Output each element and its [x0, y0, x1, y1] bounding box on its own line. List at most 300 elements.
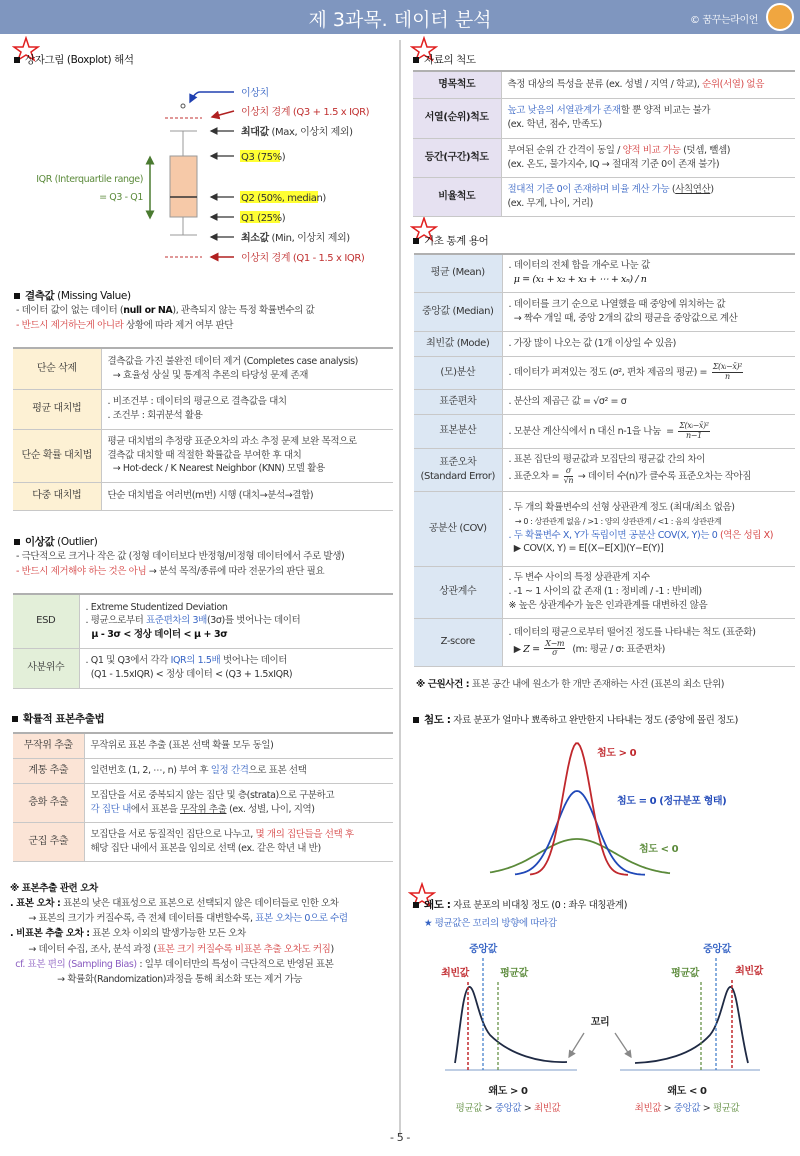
text-line	[509, 395, 790, 409]
text-line	[91, 789, 388, 803]
skewness-diagram	[400, 930, 800, 1100]
heading-text: 첨도 :	[424, 714, 451, 726]
page-header	[0, 0, 800, 34]
text-segment: 몇 개의 집단들을 선택 후	[255, 828, 354, 840]
text-line	[108, 395, 388, 409]
text-segment: . 데이터의 전체 합을 개수로 나눈 값	[508, 260, 650, 272]
row-label: 단순 확률 대치법	[13, 429, 101, 482]
text-segment: . Q1 및 Q3에서 각각	[85, 655, 171, 667]
fraction-formula	[544, 640, 565, 659]
table-row	[13, 348, 393, 389]
text-line	[509, 298, 790, 312]
text-segment: 무작위로 표본 추출 (표본 선택 확률 모두 동일)	[90, 739, 274, 751]
text-line	[10, 972, 348, 987]
text-line	[509, 571, 790, 585]
table-row	[414, 254, 795, 292]
row-content	[501, 71, 795, 98]
numerator: Σ(xᵢ−x̄)²	[712, 362, 742, 372]
table-row	[13, 389, 393, 429]
kurtosis-zero-label: 첨도 = 0 (정규분포 형태)	[617, 796, 727, 807]
text-segment: (ex. 온도, 물가지수, IQ → 절대적 기준 0이 존재 불가)	[507, 158, 720, 170]
text-line	[16, 303, 314, 318]
text-segment: 양적 비교 가능	[622, 144, 681, 156]
text-line	[16, 564, 344, 579]
text-segment: 절대적 기준 0이 존재하며 비율 계산 가능	[507, 183, 670, 195]
row-label: 중앙값 (Median)	[414, 292, 502, 331]
text-line	[108, 355, 388, 369]
fraction-formula	[712, 363, 743, 382]
lion-logo-icon	[766, 3, 794, 31]
text-segment: ※ 높은 상관계수가 높은 인과관계를 대변하진 않음	[508, 599, 708, 611]
root-event-label: ※ 근원사건 :	[416, 679, 470, 690]
text-line	[509, 453, 790, 467]
text-line	[450, 1101, 566, 1116]
text-line	[509, 585, 790, 599]
text-segment: (ex. 학년, 점수, 만족도)	[507, 119, 602, 130]
text-segment: 모집단을 서로 중복되지 않는 집단 및 층(strata)으로 구분하고	[90, 789, 335, 801]
upper-fence-label: 이상치 경계 (Q3 + 1.5 x IQR)	[241, 107, 370, 118]
basic-stats-table	[414, 253, 795, 667]
row-label: ESD	[13, 594, 79, 648]
text-segment: null or NA	[123, 305, 173, 316]
row-content	[84, 783, 393, 822]
row-content	[502, 491, 795, 566]
positive-skew-label: 왜도 > 0	[488, 1086, 528, 1097]
row-content	[502, 254, 795, 292]
row-label: 표준편차	[414, 389, 502, 414]
text-segment: >	[661, 1103, 674, 1114]
text-line	[16, 549, 344, 564]
outlier-label: 이상치	[241, 88, 269, 99]
table-row	[13, 733, 393, 758]
row-content	[501, 177, 795, 216]
row-content	[502, 356, 795, 389]
iqr-formula: = Q3 - Q1	[99, 192, 143, 203]
min-label: 최소값 (Min, 이상치 제외)	[241, 233, 350, 244]
text-segment: 으로 표본 선택	[248, 764, 307, 776]
text-segment: → 분석 목적/종류에 따라 전문가의 판단 필요	[146, 566, 325, 578]
text-segment: 모집단을 서로 동질적인 집단으로 나누고,	[90, 828, 256, 840]
row-label: 비율척도	[413, 177, 501, 216]
text-segment: >	[700, 1103, 713, 1114]
text-segment: 해당 집단 내에서 표본을 임의로 선택 (ex. 같은 학년 내 반)	[90, 842, 321, 854]
table-row	[413, 71, 795, 98]
iqr-label: IQR (Interquartile range)	[36, 174, 143, 185]
negative-skew-label: 왜도 < 0	[667, 1086, 707, 1097]
text-segment: 각 집단 내	[90, 803, 131, 815]
text-segment: 표본 크기 커질수록 비표본 추출 오차도 커짐	[156, 943, 331, 955]
text-segment: 중앙값	[673, 1103, 701, 1114]
positive-skew-curve	[455, 987, 567, 1063]
text-line	[509, 273, 790, 287]
table-row	[414, 414, 795, 448]
skewness-heading	[413, 897, 627, 912]
table-row	[13, 648, 393, 688]
text-segment: . 두 변수 사이의 특정 상관관계 지수	[508, 572, 650, 584]
row-content	[502, 292, 795, 331]
text-segment: 평균 대치법의 추정량 표준오차의 과소 추정 문제 보완 목적으로	[107, 435, 357, 447]
boxplot-heading	[14, 52, 134, 67]
text-segment: . 데이터를 크기 순으로 나열했을 때 중앙에 위치하는 값	[508, 298, 726, 310]
row-content	[84, 733, 393, 758]
text-segment: . 표본 오차 :	[10, 898, 61, 909]
text-segment: 높고 낮음의 서열관계가 존재	[507, 105, 621, 117]
row-content	[502, 414, 795, 448]
row-content	[84, 758, 393, 783]
lower-fence-label: 이상치 경계 (Q1 - 1.5 x IQR)	[241, 253, 365, 264]
text-segment: . 표본 집단의 평균값과 모집단의 평균값 간의 차이	[508, 454, 705, 466]
text-segment: 최빈값	[533, 1103, 561, 1114]
mode-label: 최빈값	[441, 968, 469, 979]
text-segment: >	[521, 1103, 534, 1114]
text-segment: 결측값을 가진 불완전 데이터 제거 (Completes case analysis)	[107, 355, 358, 367]
table-row	[13, 758, 393, 783]
text-segment: >	[482, 1103, 495, 1114]
text-line	[91, 842, 388, 856]
text-line	[10, 896, 348, 911]
text-segment: - 반드시 제거하는게 아니라	[16, 320, 124, 332]
text-segment: (덧셈, 뺄셈)	[680, 144, 731, 156]
row-label: 다중 대치법	[13, 482, 101, 510]
positive-skew-order	[450, 1101, 566, 1116]
text-line	[509, 467, 790, 486]
text-line	[91, 828, 388, 842]
q2-label: Q2 (50%, median)	[241, 193, 326, 204]
text-segment: ▶ COV(X, Y) = E[(X−E[X])(Y−E(Y)]	[508, 543, 664, 555]
heading-text: 기초 통계 용어	[424, 235, 489, 247]
heading-en: (Outlier)	[54, 536, 98, 548]
median-label: 중앙값	[703, 944, 731, 955]
table-row	[414, 491, 795, 566]
text-segment: 결측값 대치할 때 적절한 확률값을 부여한 후 대치	[107, 449, 302, 461]
text-line	[509, 515, 790, 529]
text-segment: (역은 성립 X)	[717, 529, 774, 541]
text-segment: . 조건부 : 회귀분석 활용	[107, 410, 203, 421]
missing-heading	[14, 288, 131, 303]
row-content	[101, 429, 393, 482]
basic-stats-heading	[413, 233, 488, 248]
table-row	[13, 429, 393, 482]
text-segment: )	[330, 943, 334, 955]
row-label: 군집 추출	[13, 822, 84, 861]
kurtosis-heading	[413, 712, 738, 727]
text-segment: . -1 ~ 1 사이의 값 존재 (1 : 정비례 / -1 : 반비례)	[508, 586, 702, 598]
text-line	[508, 104, 790, 118]
text-segment: μ = (x₁ + x₂ + x₃ + ⋯ + xₙ) / n	[508, 274, 647, 286]
heading-text: 확률적 표본추출법	[23, 713, 105, 725]
kurtosis-diagram	[400, 730, 800, 885]
sampling-table	[13, 732, 393, 862]
text-segment: 단순 대치법을 여러번(m번) 시행 (대치→분석→결합)	[107, 490, 314, 502]
table-row	[414, 448, 795, 491]
text-line	[508, 118, 790, 132]
denominator: √n	[563, 475, 574, 485]
table-row	[414, 389, 795, 414]
table-row	[414, 618, 795, 666]
heading-text: 상자그림 (Boxplot) 해석	[25, 54, 134, 66]
heading-text: 결측값	[25, 290, 55, 302]
text-line	[508, 197, 790, 211]
row-content	[502, 618, 795, 666]
negative-skew-order	[629, 1101, 745, 1116]
row-label: 사분위수	[13, 648, 79, 688]
text-segment: 최빈값	[634, 1103, 662, 1114]
text-line	[629, 1101, 745, 1116]
row-content	[502, 448, 795, 491]
denominator: n	[724, 372, 730, 381]
row-label: 상관계수	[414, 566, 502, 618]
row-label: 표본분산	[414, 414, 502, 448]
max-label: 최대값 (Max, 이상치 제외)	[241, 127, 353, 138]
text-segment: μ - 3σ < 정상 데이터 < μ + 3σ	[85, 629, 228, 641]
row-label: 최빈값 (Mode)	[414, 331, 502, 356]
root-event-text: 표본 공간 내에 원소가 한 개만 존재하는 사건 (표본의 최소 단위)	[469, 679, 725, 690]
text-segment: . 비조건부 : 데이터의 평균으로 결측값을 대치	[107, 396, 287, 408]
heading-text: 왜도 :	[424, 899, 451, 911]
errors-heading: ※ 표본추출 관련 오차	[10, 883, 98, 894]
table-row	[414, 566, 795, 618]
text-segment: 부여된 순위 간 간격이 동일 /	[507, 144, 623, 156]
text-line	[86, 668, 388, 682]
text-segment: 벗어나는 데이터	[220, 655, 288, 667]
text-line	[509, 501, 790, 515]
text-line	[10, 957, 348, 972]
outlier-point	[181, 104, 185, 108]
text-segment: → 0 : 상관관계 없음 / >1 : 양의 상관관계 / <1 : 음의 상관관계	[508, 516, 722, 526]
text-segment: (	[669, 183, 676, 195]
text-line	[108, 462, 388, 476]
row-label: 층화 추출	[13, 783, 84, 822]
mean-label: 평균값	[671, 968, 699, 979]
scale-heading	[413, 52, 476, 67]
text-segment: . 가장 많이 나오는 값 (1개 이상일 수 있음)	[508, 337, 676, 349]
tail-label: 꼬리	[590, 1017, 610, 1028]
text-segment: Z =	[523, 643, 543, 655]
text-segment: . 데이터가 퍼져있는 정도 (σ², 편차 제곱의 평균) =	[508, 367, 710, 378]
text-segment: → 데이터 수집, 조사, 분석 과정 (	[10, 943, 157, 955]
fraction-formula	[678, 422, 709, 441]
text-segment: (ex. 무게, 나이, 거리)	[507, 197, 593, 209]
heading-text: 자료의 척도	[424, 54, 476, 66]
row-label: 명목척도	[413, 71, 501, 98]
row-content	[502, 566, 795, 618]
text-segment: 사칙연산	[675, 183, 711, 195]
row-label: (모)분산	[414, 356, 502, 389]
table-row	[13, 594, 393, 648]
table-row	[13, 482, 393, 510]
text-line	[10, 926, 348, 941]
mean-label: 평균값	[500, 968, 528, 979]
text-segment: (m: 평균 / σ: 표준편차)	[567, 643, 665, 655]
text-segment: 일련번호 (1, 2, ⋯, n) 부여 후	[90, 764, 211, 776]
text-segment: 평균값	[455, 1103, 483, 1114]
row-content	[79, 648, 393, 688]
text-line	[508, 158, 790, 172]
q3-label: Q3 (75%)	[241, 152, 286, 163]
text-segment: )	[710, 183, 714, 195]
text-segment: (ex. 성별, 나이, 지역)	[226, 803, 315, 815]
text-line	[509, 363, 790, 382]
row-content	[501, 138, 795, 177]
row-content	[502, 331, 795, 356]
text-segment: 할 뿐 양적 비교는 불가	[620, 105, 711, 117]
denominator: σ	[552, 648, 558, 658]
text-line	[86, 654, 388, 668]
scale-table	[413, 70, 795, 217]
text-segment: ▶	[508, 643, 524, 655]
text-segment: . 두 확률변수 X, Y가 독립이면 공분산 COV(X, Y)는 0	[508, 529, 718, 541]
numerator: Σ(xᵢ−x̄)²	[679, 420, 709, 430]
row-label: 평균 대치법	[13, 389, 101, 429]
text-segment: 순위(서열) 없음	[702, 78, 764, 90]
text-line	[509, 337, 790, 351]
fraction-formula	[564, 467, 573, 486]
text-segment: → Hot-deck / K Nearest Neighbor (KNN) 모델 활용	[107, 463, 325, 475]
text-line	[509, 542, 790, 556]
text-segment: cf. 표본 편의 (Sampling Bias)	[10, 958, 137, 970]
text-line	[10, 942, 348, 957]
text-segment: . 표준오차 =	[508, 470, 562, 482]
boxplot-diagram	[0, 80, 400, 270]
numerator: σ	[564, 467, 573, 477]
text-segment: (3σ)를 벗어나는 데이터	[206, 615, 301, 627]
text-segment: (Q1 - 1.5xIQR) < 정상 데이터 < (Q3 + 1.5xIQR)	[85, 669, 293, 680]
text-line	[509, 599, 790, 613]
text-line	[509, 529, 790, 543]
table-row	[13, 783, 393, 822]
copyright: © 꿈꾸는라이언	[690, 15, 758, 26]
text-segment: . Extreme Studentized Deviation	[85, 601, 228, 613]
text-segment: . 비표본 추출 오차 :	[10, 928, 90, 940]
table-row	[414, 356, 795, 389]
text-segment: . 모분산 계산식에서 n 대신 n-1을 나눔 =	[508, 425, 677, 437]
text-line	[16, 318, 314, 333]
text-line	[509, 626, 790, 640]
negative-skew-curve	[635, 987, 748, 1063]
text-line	[86, 628, 388, 642]
text-line	[508, 183, 790, 197]
text-line	[108, 435, 388, 449]
page-title: 제 3과목. 데이터 분석	[308, 9, 492, 31]
table-row	[414, 331, 795, 356]
text-segment: → 효율성 상실 및 통계적 추론의 타당성 문제 존재	[107, 369, 309, 381]
text-segment: → 표본의 크기가 커질수록, 즉 전체 데이터를 대변할수록,	[10, 913, 256, 925]
text-segment: - 반드시 제거해야 하는 것은 아님	[16, 566, 147, 578]
mode-label: 최빈값	[735, 966, 763, 977]
text-segment: : 일부 데이터만의 특성이 극단적으로 반영된 표본	[136, 958, 334, 970]
heading-en: (Missing Value)	[54, 290, 131, 302]
sampling-heading	[12, 711, 104, 726]
kurtosis-positive-label: 첨도 > 0	[597, 748, 637, 759]
text-line	[108, 369, 388, 383]
text-line	[509, 640, 790, 659]
text-segment: IQR의 1.5배	[170, 655, 221, 667]
row-label: 무작위 추출	[13, 733, 84, 758]
text-line	[509, 312, 790, 326]
text-line	[108, 489, 388, 503]
median-label: 중앙값	[469, 944, 497, 955]
missing-value-table	[13, 347, 393, 511]
table-row	[413, 177, 795, 216]
text-line	[86, 601, 388, 615]
text-segment: . 평균으로부터	[85, 615, 147, 627]
outlier-heading	[14, 534, 97, 549]
text-line	[91, 803, 388, 817]
heading-text: 이상값	[25, 536, 55, 548]
kurtosis-positive-curve	[530, 743, 628, 875]
text-segment: ), 관측되지 않는 특정 확률변수의 값	[172, 305, 315, 316]
heading-desc: 자료 분포의 비대칭 정도 (0 : 좌우 대칭관계)	[450, 900, 627, 911]
row-label: 단순 삭제	[13, 348, 101, 389]
row-label: 공분산 (COV)	[414, 491, 502, 566]
text-segment: 일정 간격	[210, 764, 249, 776]
text-segment: 표본의 낮은 대표성으로 표본으로 선택되지 않은 데이터들로 인한 오차	[60, 898, 339, 909]
row-label: Z-score	[414, 618, 502, 666]
text-line	[509, 422, 790, 441]
row-content	[79, 594, 393, 648]
text-segment: 에서 표본을	[130, 803, 180, 815]
text-segment: . 분산의 제곱근 값 = √σ² = σ	[508, 395, 627, 407]
table-row	[413, 98, 795, 138]
denominator: n−1	[686, 430, 702, 440]
table-row	[414, 292, 795, 331]
text-line	[108, 449, 388, 463]
text-segment: → 데이터 수(n)가 클수록 표준오차는 작아짐	[575, 470, 752, 482]
text-segment: 평균값	[712, 1103, 740, 1114]
missing-description	[16, 303, 314, 333]
q1-label: Q1 (25%)	[241, 213, 286, 224]
errors-description	[10, 896, 348, 987]
row-content	[502, 389, 795, 414]
row-content	[101, 348, 393, 389]
text-segment: . 데이터의 평균으로부터 떨어진 정도를 나타내는 척도 (표준화)	[508, 626, 756, 638]
row-label: 평균 (Mean)	[414, 254, 502, 292]
text-line	[91, 764, 388, 778]
skewness-note: ★ 평균값은 꼬리의 방향에 따라감	[424, 918, 557, 929]
text-segment: - 데이터 값이 없는 데이터 (	[16, 305, 124, 316]
text-segment: 중앙값	[494, 1103, 522, 1114]
text-segment: → 확률화(Randomization)과정을 통해 최소화 또는 제거 가능	[10, 973, 303, 985]
text-line	[508, 78, 790, 92]
outlier-description	[16, 549, 344, 579]
row-label: 등간(구간)척도	[413, 138, 501, 177]
root-event	[416, 676, 724, 690]
text-segment: 표준편차의 3배	[146, 615, 207, 627]
numerator: X−m	[545, 638, 565, 648]
text-segment: → 짝수 개일 때, 중앙 2개의 값의 평균을 중앙값으로 계산	[508, 312, 738, 324]
kurtosis-negative-label: 첨도 < 0	[639, 844, 679, 855]
text-line	[10, 911, 348, 926]
text-segment: . 두 개의 확률변수의 선형 상관관계 정도 (최대/최소 없음)	[508, 501, 735, 513]
text-line	[509, 259, 790, 273]
text-segment: 표본 오차는 0으로 수렴	[255, 913, 348, 925]
table-row	[413, 138, 795, 177]
text-line	[86, 614, 388, 628]
text-line	[91, 739, 388, 753]
text-line	[108, 409, 388, 423]
heading-desc: 자료 분포가 얼마나 뾰족하고 완만한지 나타내는 정도 (중앙에 몰린 정도)	[450, 715, 738, 726]
iqr-box	[170, 156, 197, 217]
row-label: 서열(순위)척도	[413, 98, 501, 138]
text-line	[508, 144, 790, 158]
row-content	[101, 482, 393, 510]
text-segment: 무작위 추출	[179, 803, 227, 815]
text-segment: 표본 오차 이외의 발생가능한 모든 오차	[89, 928, 246, 940]
table-row	[13, 822, 393, 861]
outlier-table	[13, 593, 393, 689]
text-segment: 상황에 따라 제거 여부 판단	[123, 320, 234, 332]
row-label: 표준오차 (Standard Error)	[414, 448, 502, 491]
